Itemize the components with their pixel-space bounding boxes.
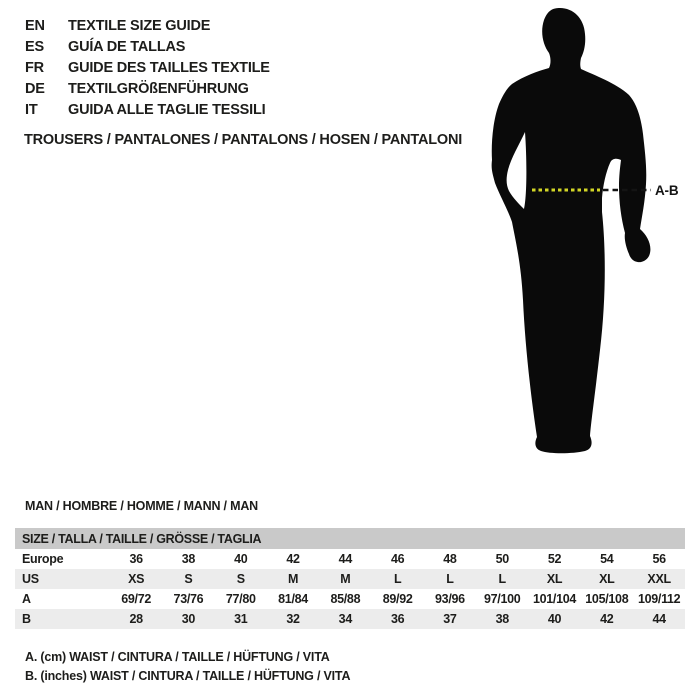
size-cell: XXL — [647, 572, 671, 586]
language-code: EN — [25, 18, 45, 34]
size-cell: 40 — [547, 612, 562, 626]
size-cell: S — [236, 572, 245, 586]
size-cell: 44 — [652, 612, 666, 626]
size-cell: 42 — [600, 612, 614, 626]
size-cell: 97/100 — [484, 592, 521, 606]
language-label: GUÍA DE TALLAS — [68, 39, 186, 55]
size-cell: 105/108 — [585, 592, 629, 606]
table-header-row — [15, 528, 685, 549]
footnotes — [25, 648, 350, 686]
row-label: Europe — [22, 552, 64, 566]
language-label: GUIDA ALLE TAGLIE TESSILI — [68, 102, 266, 118]
table-row-us — [15, 569, 685, 589]
size-cell: L — [393, 572, 402, 586]
size-cell: 109/112 — [637, 592, 681, 606]
size-cell: 30 — [181, 612, 196, 626]
row-label: A — [22, 592, 31, 606]
size-cell: S — [184, 572, 193, 586]
table-row-b-inches — [15, 609, 685, 629]
size-table — [15, 528, 685, 629]
language-row-en — [25, 16, 270, 37]
size-cell: M — [340, 572, 351, 586]
language-label: TEXTILE SIZE GUIDE — [68, 18, 211, 34]
language-label: GUIDE DES TAILLES TEXTILE — [68, 60, 270, 76]
size-cell: 52 — [547, 552, 562, 566]
size-cell: 89/92 — [382, 592, 413, 606]
measure-label: A-B — [655, 183, 679, 198]
size-cell: 101/104 — [532, 592, 577, 606]
size-cell: 37 — [443, 612, 457, 626]
size-cell: L — [498, 572, 506, 586]
size-cell: XS — [128, 572, 145, 586]
size-cell: 40 — [234, 552, 248, 566]
size-cell: 81/84 — [278, 592, 308, 606]
size-cell: 38 — [495, 612, 509, 626]
category-title: TROUSERS / PANTALONES / PANTALONS / HOSEN / PANTALONI — [24, 132, 463, 148]
size-cell: 28 — [129, 612, 143, 626]
language-list — [25, 16, 270, 121]
size-cell: 31 — [234, 612, 248, 626]
size-cell: 73/76 — [173, 592, 204, 606]
size-cell: 85/88 — [330, 592, 361, 606]
row-label: B — [22, 612, 31, 626]
language-row-it — [25, 100, 270, 121]
man-silhouette-figure — [440, 0, 700, 480]
size-cell: 46 — [390, 552, 405, 566]
size-cell: 50 — [495, 552, 509, 566]
size-cell: L — [446, 572, 454, 586]
language-label: TEXTILGRÖßENFÜHRUNG — [68, 81, 249, 97]
language-code: ES — [25, 39, 44, 55]
man-silhouette — [492, 8, 651, 453]
language-code: IT — [25, 102, 38, 118]
size-cell: 48 — [443, 552, 457, 566]
size-cell: 44 — [338, 552, 352, 566]
size-cell: 77/80 — [225, 592, 256, 606]
row-label: US — [22, 572, 39, 586]
section-title: MAN / HOMBRE / HOMME / MANN / MAN — [25, 499, 258, 513]
language-row-de — [25, 79, 270, 100]
size-cell: XL — [599, 572, 615, 586]
size-cell: XL — [546, 572, 563, 586]
size-cell: 32 — [286, 612, 300, 626]
size-cell: 36 — [129, 552, 143, 566]
table-row-a-cm — [15, 589, 685, 609]
language-code: DE — [25, 81, 45, 97]
size-cell: M — [287, 572, 299, 586]
size-cell: 69/72 — [121, 592, 152, 606]
size-cell: 56 — [652, 552, 666, 566]
size-cell: 38 — [181, 552, 196, 566]
footnote-a: A. (cm) WAIST / CINTURA / TAILLE / HÜFTUNG / VITA — [25, 650, 330, 664]
language-row-fr — [25, 58, 270, 79]
size-cell: 93/96 — [435, 592, 465, 606]
size-cell: 34 — [338, 612, 352, 626]
footnote-b: B. (inches) WAIST / CINTURA / TAILLE / HÜFTUNG / VITA — [25, 669, 351, 683]
table-header: SIZE / TALLA / TAILLE / GRÖSSE / TAGLIA — [15, 528, 685, 549]
language-code: FR — [25, 60, 44, 76]
size-cell: 42 — [286, 552, 300, 566]
size-cell: 54 — [600, 552, 614, 566]
language-row-es — [25, 37, 270, 58]
size-cell: 36 — [390, 612, 405, 626]
table-row-europe — [15, 549, 685, 569]
